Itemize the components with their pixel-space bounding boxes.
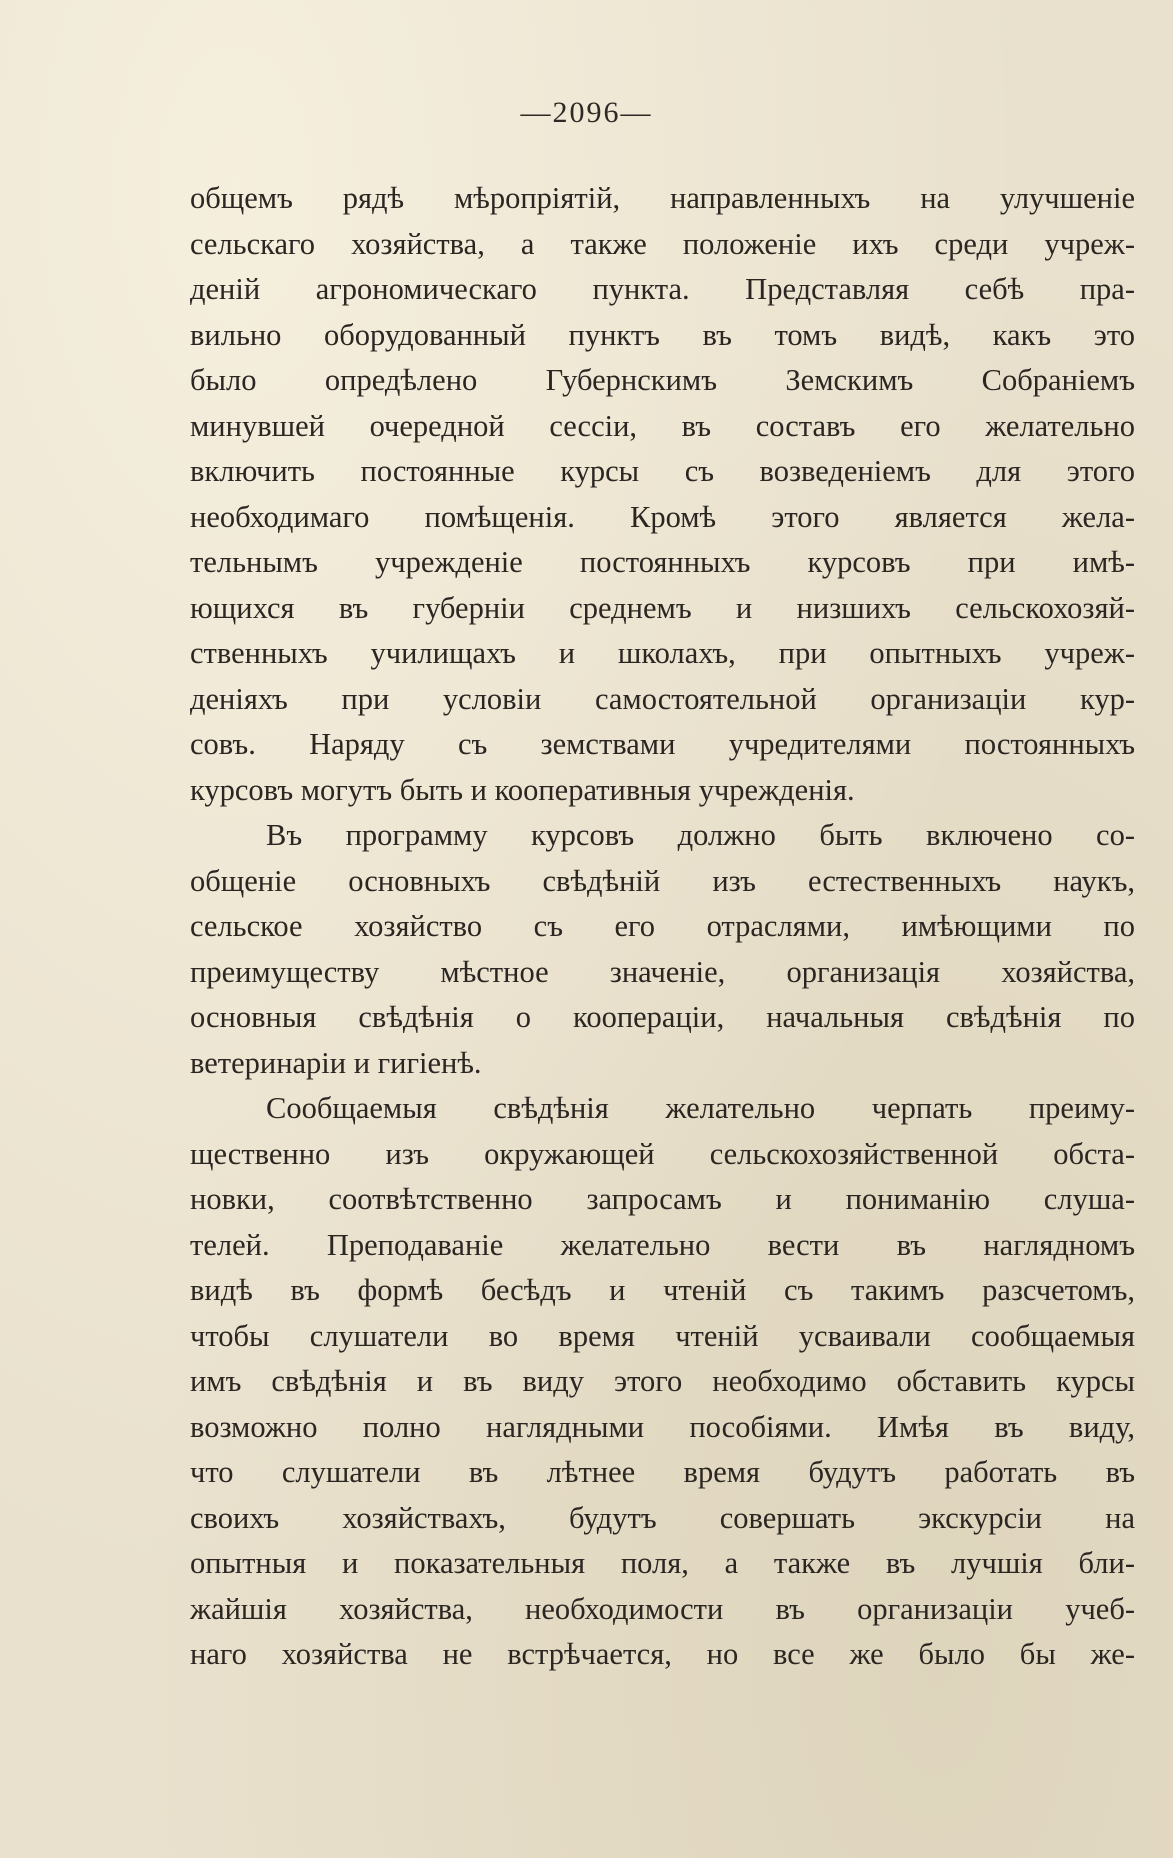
text-line: наго хозяйства не встрѣчается, но все же было бы же- bbox=[190, 1637, 1135, 1671]
text-line: общеніе основныхъ свѣдѣній изъ естественныхъ наукъ, bbox=[190, 863, 1135, 898]
text-line: включить постоянные курсы съ возведеніемъ для этого bbox=[190, 454, 1135, 488]
text-line: сельское хозяйство съ его отраслями, имѣющими по bbox=[190, 909, 1135, 943]
text-line: было опредѣлено Губернскимъ Земскимъ Собраніемъ bbox=[190, 363, 1135, 397]
text-line: новки, соотвѣтственно запросамъ и пониманію слуша- bbox=[190, 1182, 1135, 1216]
page-number: —2096— bbox=[520, 96, 653, 129]
text-line: возможно полно наглядными пособіями. Имѣя въ виду, bbox=[190, 1409, 1135, 1444]
text-line: щественно изъ окружающей сельскохозяйственной обста- bbox=[190, 1136, 1135, 1171]
text-line: необходимаго помѣщенія. Кромѣ этого является жела- bbox=[190, 499, 1135, 534]
body-text bbox=[190, 176, 1135, 1678]
text-line: ющихся въ губерніи среднемъ и низшихъ сельскохозяй- bbox=[190, 590, 1135, 625]
text-line: жайшія хозяйства, необходимости въ организаціи учеб- bbox=[190, 1591, 1135, 1626]
text-line: видѣ въ формѣ бесѣдъ и чтеній съ такимъ разсчетомъ, bbox=[190, 1273, 1135, 1307]
text-line: опытныя и показательныя поля, а также въ лучшія бли- bbox=[190, 1546, 1135, 1580]
text-line: чтобы слушатели во время чтеній усваивали сообщаемыя bbox=[190, 1318, 1135, 1353]
text-line: Въ программу курсовъ должно быть включено со- bbox=[266, 818, 1135, 852]
text-line: деніяхъ при условіи самостоятельной организаціи кур- bbox=[190, 681, 1135, 716]
text-line: Сообщаемыя свѣдѣнія желательно черпать преиму- bbox=[266, 1091, 1135, 1125]
text-line: преимуществу мѣстное значеніе, организація хозяйства, bbox=[190, 954, 1135, 989]
text-line: общемъ рядѣ мѣропріятій, направленныхъ на улучшеніе bbox=[190, 181, 1135, 215]
text-line: телей. Преподаваніе желательно вести въ наглядномъ bbox=[190, 1227, 1135, 1262]
text-line: ветеринаріи и гигіенѣ. bbox=[190, 1045, 482, 1080]
text-line: имъ свѣдѣнія и въ виду этого необходимо обставить курсы bbox=[190, 1364, 1135, 1398]
text-line: сельскаго хозяйства, а также положеніе ихъ среди учреж- bbox=[190, 226, 1135, 261]
text-line: что слушатели въ лѣтнее время будутъ работать въ bbox=[190, 1455, 1135, 1489]
text-line: минувшей очередной сессіи, въ составъ его желательно bbox=[190, 408, 1135, 443]
text-line: основныя свѣдѣнія о кооперацiи, начальныя свѣдѣнія по bbox=[190, 1000, 1135, 1034]
text-line: ственныхъ училищахъ и школахъ, при опытныхъ учреж- bbox=[190, 636, 1135, 670]
text-line: курсовъ могутъ быть и кооперативныя учрежденія. bbox=[190, 772, 855, 807]
text-line: деній агрономическаго пункта. Представляя себѣ пра- bbox=[190, 272, 1135, 306]
text-line: совъ. Наряду съ земствами учредителями постоянныхъ bbox=[190, 727, 1135, 761]
text-line: тельнымъ учрежденіе постоянныхъ курсовъ при имѣ- bbox=[190, 545, 1135, 579]
text-line: своихъ хозяйствахъ, будутъ совершать экскурсіи на bbox=[190, 1500, 1135, 1535]
text-line: вильно оборудованный пунктъ въ томъ видѣ, какъ это bbox=[190, 317, 1135, 352]
